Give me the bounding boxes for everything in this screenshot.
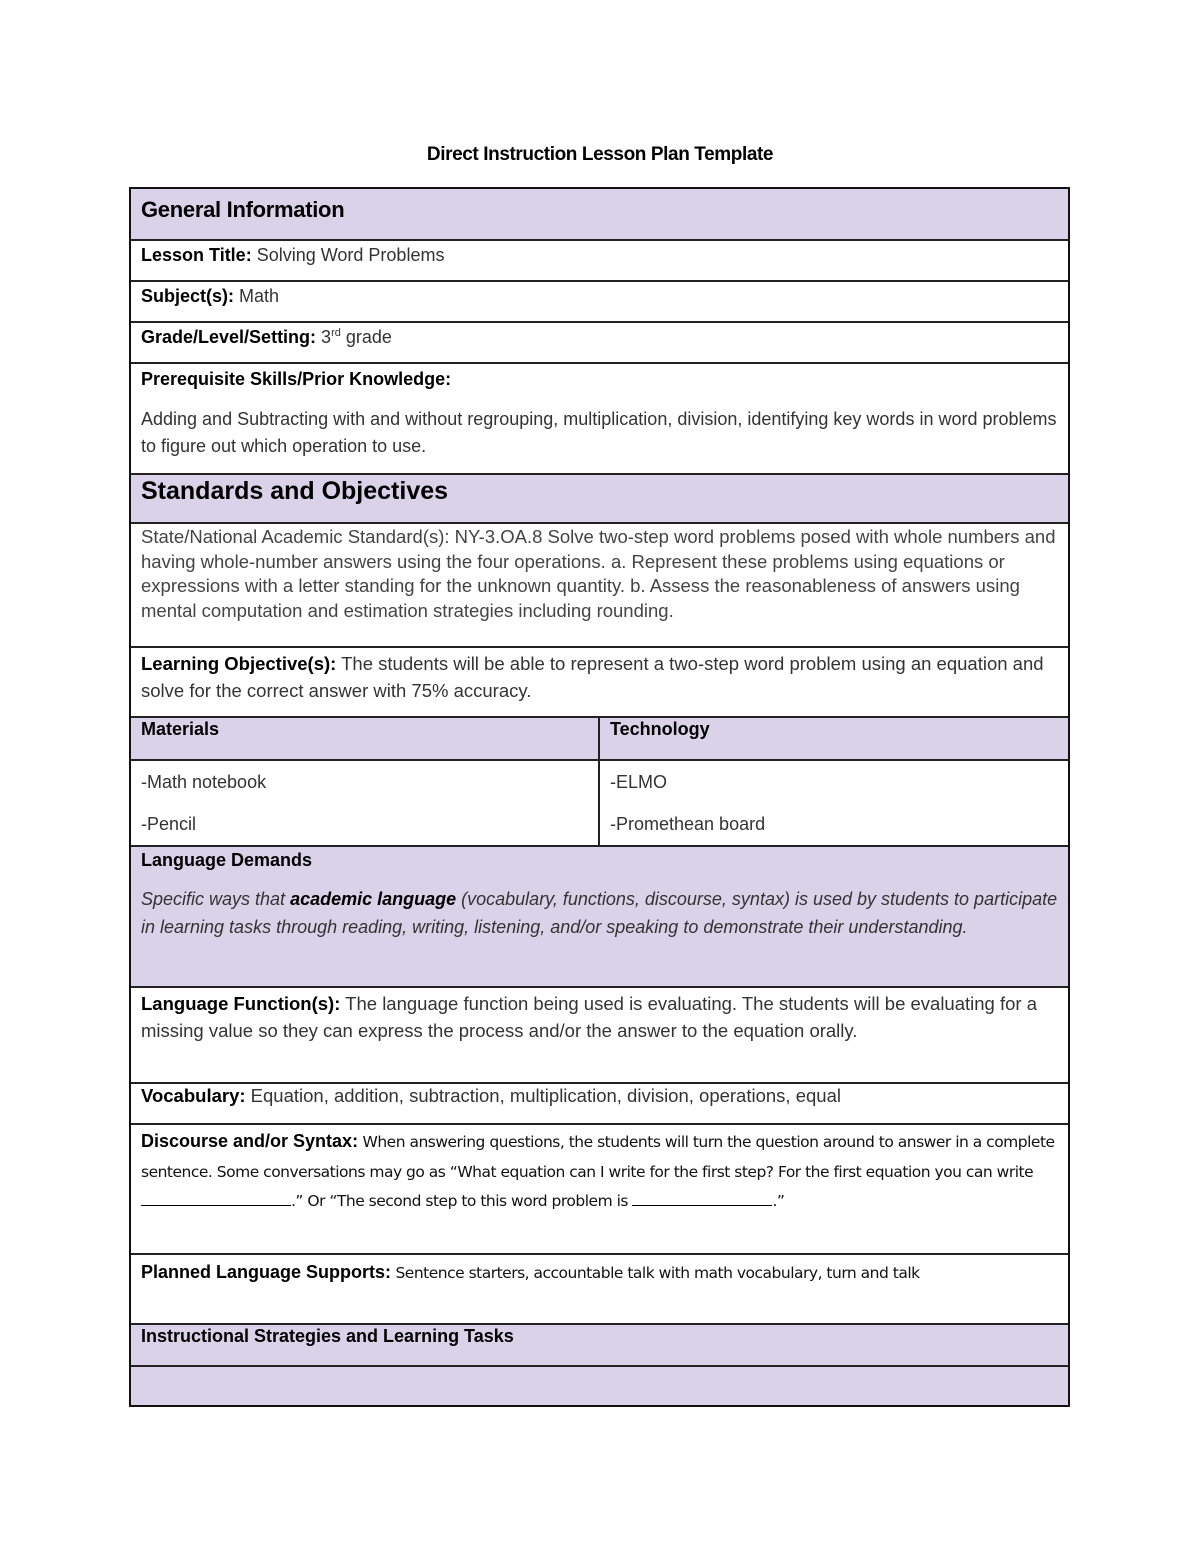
subjects-row	[131, 280, 1068, 321]
lesson-title-value: Solving Word Problems	[251, 245, 445, 265]
grade-superscript: rd	[331, 327, 341, 339]
list-item: -ELMO	[610, 772, 668, 792]
discourse-value: When answering questions, the students will turn the question around to answer in a complete sentence. Some conversations may go as “What equation can I write for the first step? For the first equation you can write	[141, 1133, 1055, 1181]
subjects-value: Math	[234, 286, 280, 306]
field-label: Vocabulary:	[141, 1085, 246, 1106]
materials-technology-row	[131, 759, 1068, 845]
planned-supports-value: Sentence starters, accountable talk with math vocabulary, turn and talk	[391, 1264, 920, 1282]
section-heading: General Information	[141, 197, 345, 222]
prerequisite-value: Adding and Subtracting with and without regrouping, multiplication, division, identifying key words in word problems to figure out which operation to use.	[141, 409, 1057, 456]
materials-heading: Materials	[131, 718, 600, 759]
field-label: Planned Language Supports:	[141, 1262, 392, 1282]
grade-rest: grade	[340, 327, 392, 347]
standard-row	[131, 522, 1068, 646]
language-demands-header	[131, 845, 1068, 986]
field-label: Prerequisite Skills/Prior Knowledge:	[141, 369, 452, 389]
grade-number: 3	[316, 327, 332, 347]
vocabulary-row	[131, 1082, 1068, 1123]
fill-in-blank	[141, 1187, 291, 1206]
section-heading: Standards and Objectives	[141, 477, 449, 505]
standards-objectives-header	[131, 473, 1068, 522]
field-label: Subject(s):	[141, 286, 235, 306]
page-title: Direct Instruction Lesson Plan Template	[426, 144, 774, 165]
technology-heading: Technology	[610, 719, 710, 739]
field-label: Lesson Title:	[141, 245, 252, 265]
language-function-value: The language function being used is evaluating. The students will be evaluating for a missing value so they can express the process and/or the answer to the equation orally.	[141, 993, 1037, 1041]
discourse-syntax-row	[131, 1123, 1068, 1253]
list-item: -Math notebook	[141, 772, 267, 792]
discourse-value: .” Or “The second step to this word problem is	[291, 1192, 633, 1210]
general-information-header	[131, 189, 1068, 239]
prerequisite-row	[131, 362, 1068, 473]
grade-row	[131, 321, 1068, 362]
lesson-plan-table	[129, 187, 1070, 1407]
vocabulary-value: Equation, addition, subtraction, multiplication, division, operations, equal	[245, 1085, 841, 1106]
section-heading: Language Demands	[141, 850, 313, 870]
materials-list	[131, 761, 600, 845]
technology-list	[600, 761, 1068, 845]
field-label: Learning Objective(s):	[141, 653, 337, 674]
description-text: (vocabulary, functions, discourse, syntax) is used by students to participate in learning tasks through reading, writing, listening, and/or speaking to demonstrate their understanding.	[141, 889, 1058, 937]
description-emphasis: academic language	[290, 889, 457, 909]
planned-supports-row	[131, 1253, 1068, 1323]
language-function-row	[131, 986, 1068, 1082]
list-item: -Promethean board	[610, 814, 766, 834]
standard-value: State/National Academic Standard(s): NY-3.OA.8 Solve two-step word problems posed with whole numbers and having whole-number answers using the four operations. a. Represent these problems using equations or expressions with a letter standing for the unknown quantity. b. Assess the reasonableness of answers using mental computation and estimation strategies including rounding.	[141, 526, 1056, 621]
instructional-strategies-content	[131, 1365, 1068, 1405]
field-label: Discourse and/or Syntax:	[141, 1131, 359, 1151]
discourse-value: .”	[772, 1192, 785, 1210]
field-label: Language Function(s):	[141, 993, 341, 1014]
fill-in-blank	[632, 1187, 772, 1206]
description-text: Specific ways that	[141, 889, 291, 909]
section-heading: Instructional Strategies and Learning Tasks	[141, 1326, 514, 1346]
learning-objective-value: The students will be able to represent a two-step word problem using an equation and solve for the correct answer with 75% accuracy.	[141, 653, 1044, 701]
materials-technology-header	[131, 716, 1068, 759]
lesson-title-row	[131, 239, 1068, 280]
learning-objective-row	[131, 646, 1068, 716]
field-label: Grade/Level/Setting:	[141, 327, 317, 347]
instructional-strategies-header	[131, 1323, 1068, 1365]
list-item: -Pencil	[141, 814, 197, 834]
language-demands-description	[141, 885, 1058, 941]
